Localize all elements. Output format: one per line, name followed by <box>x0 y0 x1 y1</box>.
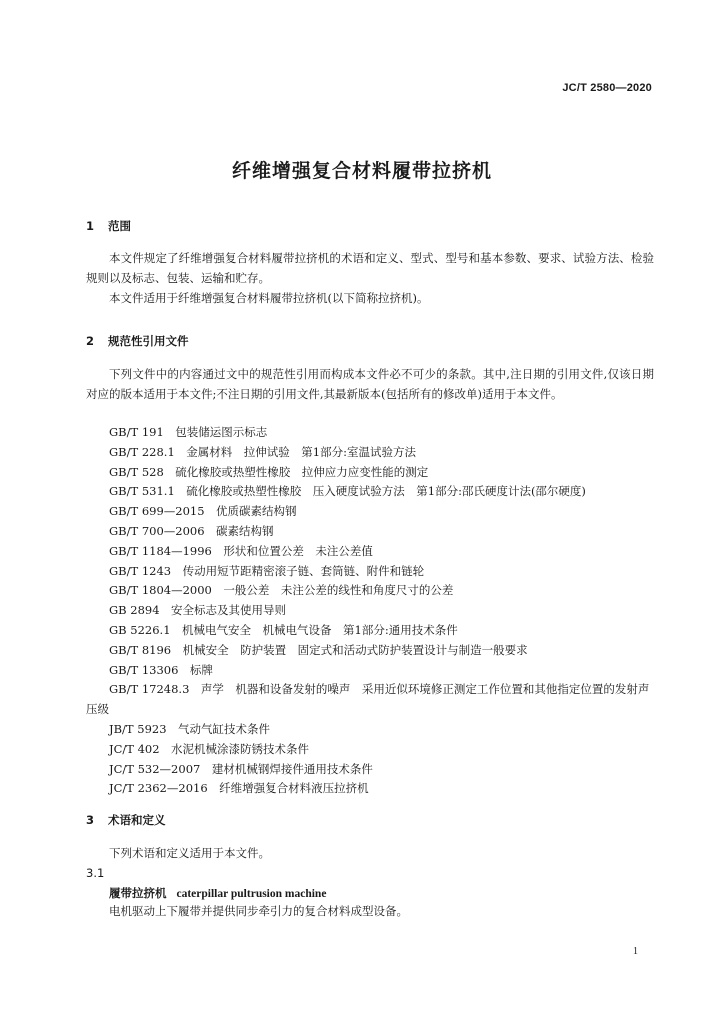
standard-code: JC/T 2580—2020 <box>562 82 652 94</box>
reference-item: GB/T 531.1 硫化橡胶或热塑性橡胶 压入硬度试验方法 第1部分:邵氏硬度计法(邵尔硬度) <box>109 484 586 499</box>
term-name-en: caterpillar pultrusion machine <box>176 888 327 900</box>
section-title: 规范性引用文件 <box>108 334 189 348</box>
section-number: 2 <box>86 334 95 348</box>
reference-item: GB/T 191 包装储运图示标志 <box>109 425 268 439</box>
term-number: 3.1 <box>86 866 105 880</box>
reference-item: JB/T 5923 气动气缸技术条件 <box>109 721 271 736</box>
reference-item: GB/T 1243 传动用短节距精密滚子链、套筒链、附件和链轮 <box>109 563 425 578</box>
reference-item: GB/T 1184—1996 形状和位置公差 未注公差值 <box>109 543 373 558</box>
section-title: 术语和定义 <box>108 813 166 827</box>
reference-item: GB 5226.1 机械电气安全 机械电气设备 第1部分:通用技术条件 <box>109 622 458 637</box>
term-definition: 电机驱动上下履带并提供同步牵引力的复合材料成型设备。 <box>109 904 408 918</box>
section-number: 3 <box>86 813 95 827</box>
document-title: 纤维增强复合材料履带拉挤机 <box>231 160 492 182</box>
references-intro: 下列文件中的内容通过文中的规范性引用而构成本文件必不可少的条款。其中,注日期的引用文件,仅该日期对应的版本适用于本文件;不注日期的引用文件,其最新版本(包括所有的修改单)适用于本文件。 <box>86 367 654 401</box>
reference-item: GB/T 528 硫化橡胶或热塑性橡胶 拉伸应力应变性能的测定 <box>109 464 429 479</box>
section-title: 范围 <box>108 219 131 233</box>
page-number: 1 <box>633 946 638 957</box>
reference-item: JC/T 2362—2016 纤维增强复合材料液压拉挤机 <box>109 781 369 796</box>
section-3-heading <box>86 812 166 828</box>
term-name-zh: 履带拉挤机 <box>109 886 167 900</box>
section-1-heading <box>86 218 131 234</box>
term-entry <box>109 885 326 901</box>
scope-paragraph-2: 本文件适用于纤维增强复合材料履带拉挤机(以下简称拉挤机)。 <box>109 291 429 305</box>
section-2-heading <box>86 333 189 349</box>
reference-item: JC/T 532—2007 建材机械钢焊接件通用技术条件 <box>109 761 373 776</box>
reference-item: GB/T 700—2006 碳素结构钢 <box>109 523 274 538</box>
reference-item: GB/T 228.1 金属材料 拉伸试验 第1部分:室温试验方法 <box>109 444 416 459</box>
reference-item: GB/T 1804—2000 一般公差 未注公差的线性和角度尺寸的公差 <box>109 583 454 598</box>
reference-item: GB 2894 安全标志及其使用导则 <box>109 603 287 618</box>
section-number: 1 <box>86 219 95 233</box>
reference-item: GB/T 699—2015 优质碳素结构钢 <box>109 504 297 519</box>
reference-item: GB/T 13306 标牌 <box>109 662 213 677</box>
scope-paragraph-1: 本文件规定了纤维增强复合材料履带拉挤机的术语和定义、型式、型号和基本参数、要求、试验方法、检验规则以及标志、包装、运输和贮存。 <box>86 251 654 285</box>
reference-list <box>86 423 658 799</box>
terms-intro: 下列术语和定义适用于本文件。 <box>109 846 270 860</box>
reference-item: JC/T 402 水泥机械涂漆防锈技术条件 <box>109 741 310 756</box>
reference-item: GB/T 8196 机械安全 防护装置 固定式和活动式防护装置设计与制造一般要求 <box>109 642 528 657</box>
reference-item: GB/T 17248.3 声学 机器和设备发射的噪声 采用近似环境修正测定工作位置和其他指定位置的发射声压级 <box>86 682 650 717</box>
